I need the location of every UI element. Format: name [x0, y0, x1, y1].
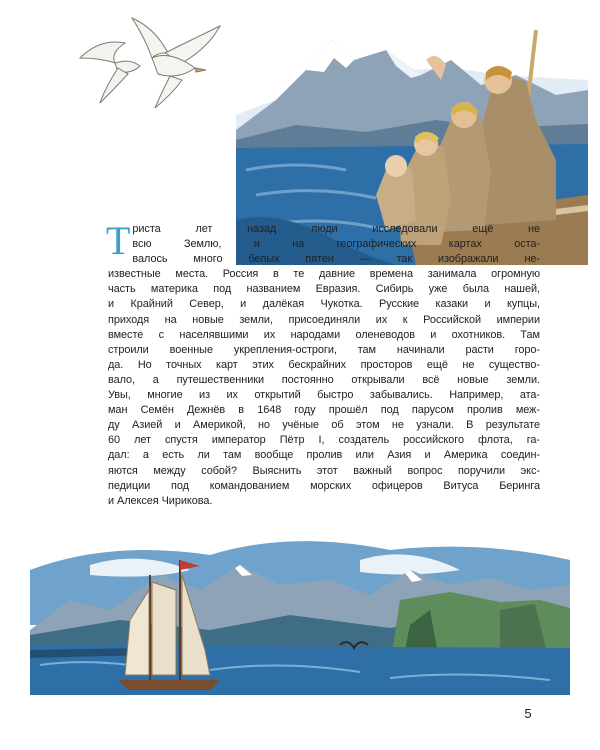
- text-line: да. Но точных карт этих бескрайних просторов ещё не существо-: [108, 358, 540, 371]
- text-line: вало, а путешественники постоянно открывали всё новые земли.: [108, 373, 540, 386]
- text-line: дал: а есть ли там вообще пролив или Азия и Америка соедин-: [108, 449, 540, 462]
- text-line: часть материка под названием Евразия. Сибирь уже была нашей,: [108, 283, 540, 296]
- sailing-ship-landscape-illustration: [30, 530, 570, 695]
- text-line: ман Семён Дежнёв в 1648 году прошёл под парусом пролив меж-: [108, 404, 540, 417]
- seagull-right: [132, 18, 220, 108]
- page-number: 5: [524, 706, 532, 721]
- text-line: ду Азией и Америкой, но учёные об этом не узнали. В результате: [108, 419, 540, 432]
- text-line: 60 лет спустя император Пётр I, создатель российского флота, га-: [108, 434, 540, 447]
- drop-cap-letter: Т: [106, 218, 131, 263]
- seagulls-illustration: [70, 8, 240, 113]
- article-text: [106, 218, 540, 509]
- text-line: и Крайний Север, и далёкая Чукотка. Русские казаки и купцы,: [108, 298, 540, 311]
- text-line: яются между собой? Выяснить этот важный вопрос поручили экс-: [108, 464, 540, 477]
- text-line: риста лет назад люди исследовали ещё не: [132, 223, 540, 235]
- text-line: всю Землю, и на географических картах оста-: [132, 238, 540, 251]
- text-line: педиции под командованием морских офицеров Витуса Беринга: [108, 479, 540, 492]
- text-line: и Алексея Чирикова.: [108, 494, 213, 507]
- text-line: валось много белых пятен — так изображали не-: [132, 253, 540, 266]
- text-line: приходя на новые земли, присоединяли их к Российской империи: [108, 313, 540, 326]
- text-line: строили военные укрепления-остроги, там начинали расти горо-: [108, 343, 540, 356]
- seagull-left: [80, 42, 140, 103]
- sea: [30, 645, 570, 695]
- text-line: вместе с населявшими их народами оленеводов и охотников. Там: [108, 328, 540, 341]
- text-line: Увы, многие из их открытий быстро забывались. Например, ата-: [108, 389, 540, 402]
- text-line: известные места. Россия в те давние времена занимала огромную: [108, 268, 540, 281]
